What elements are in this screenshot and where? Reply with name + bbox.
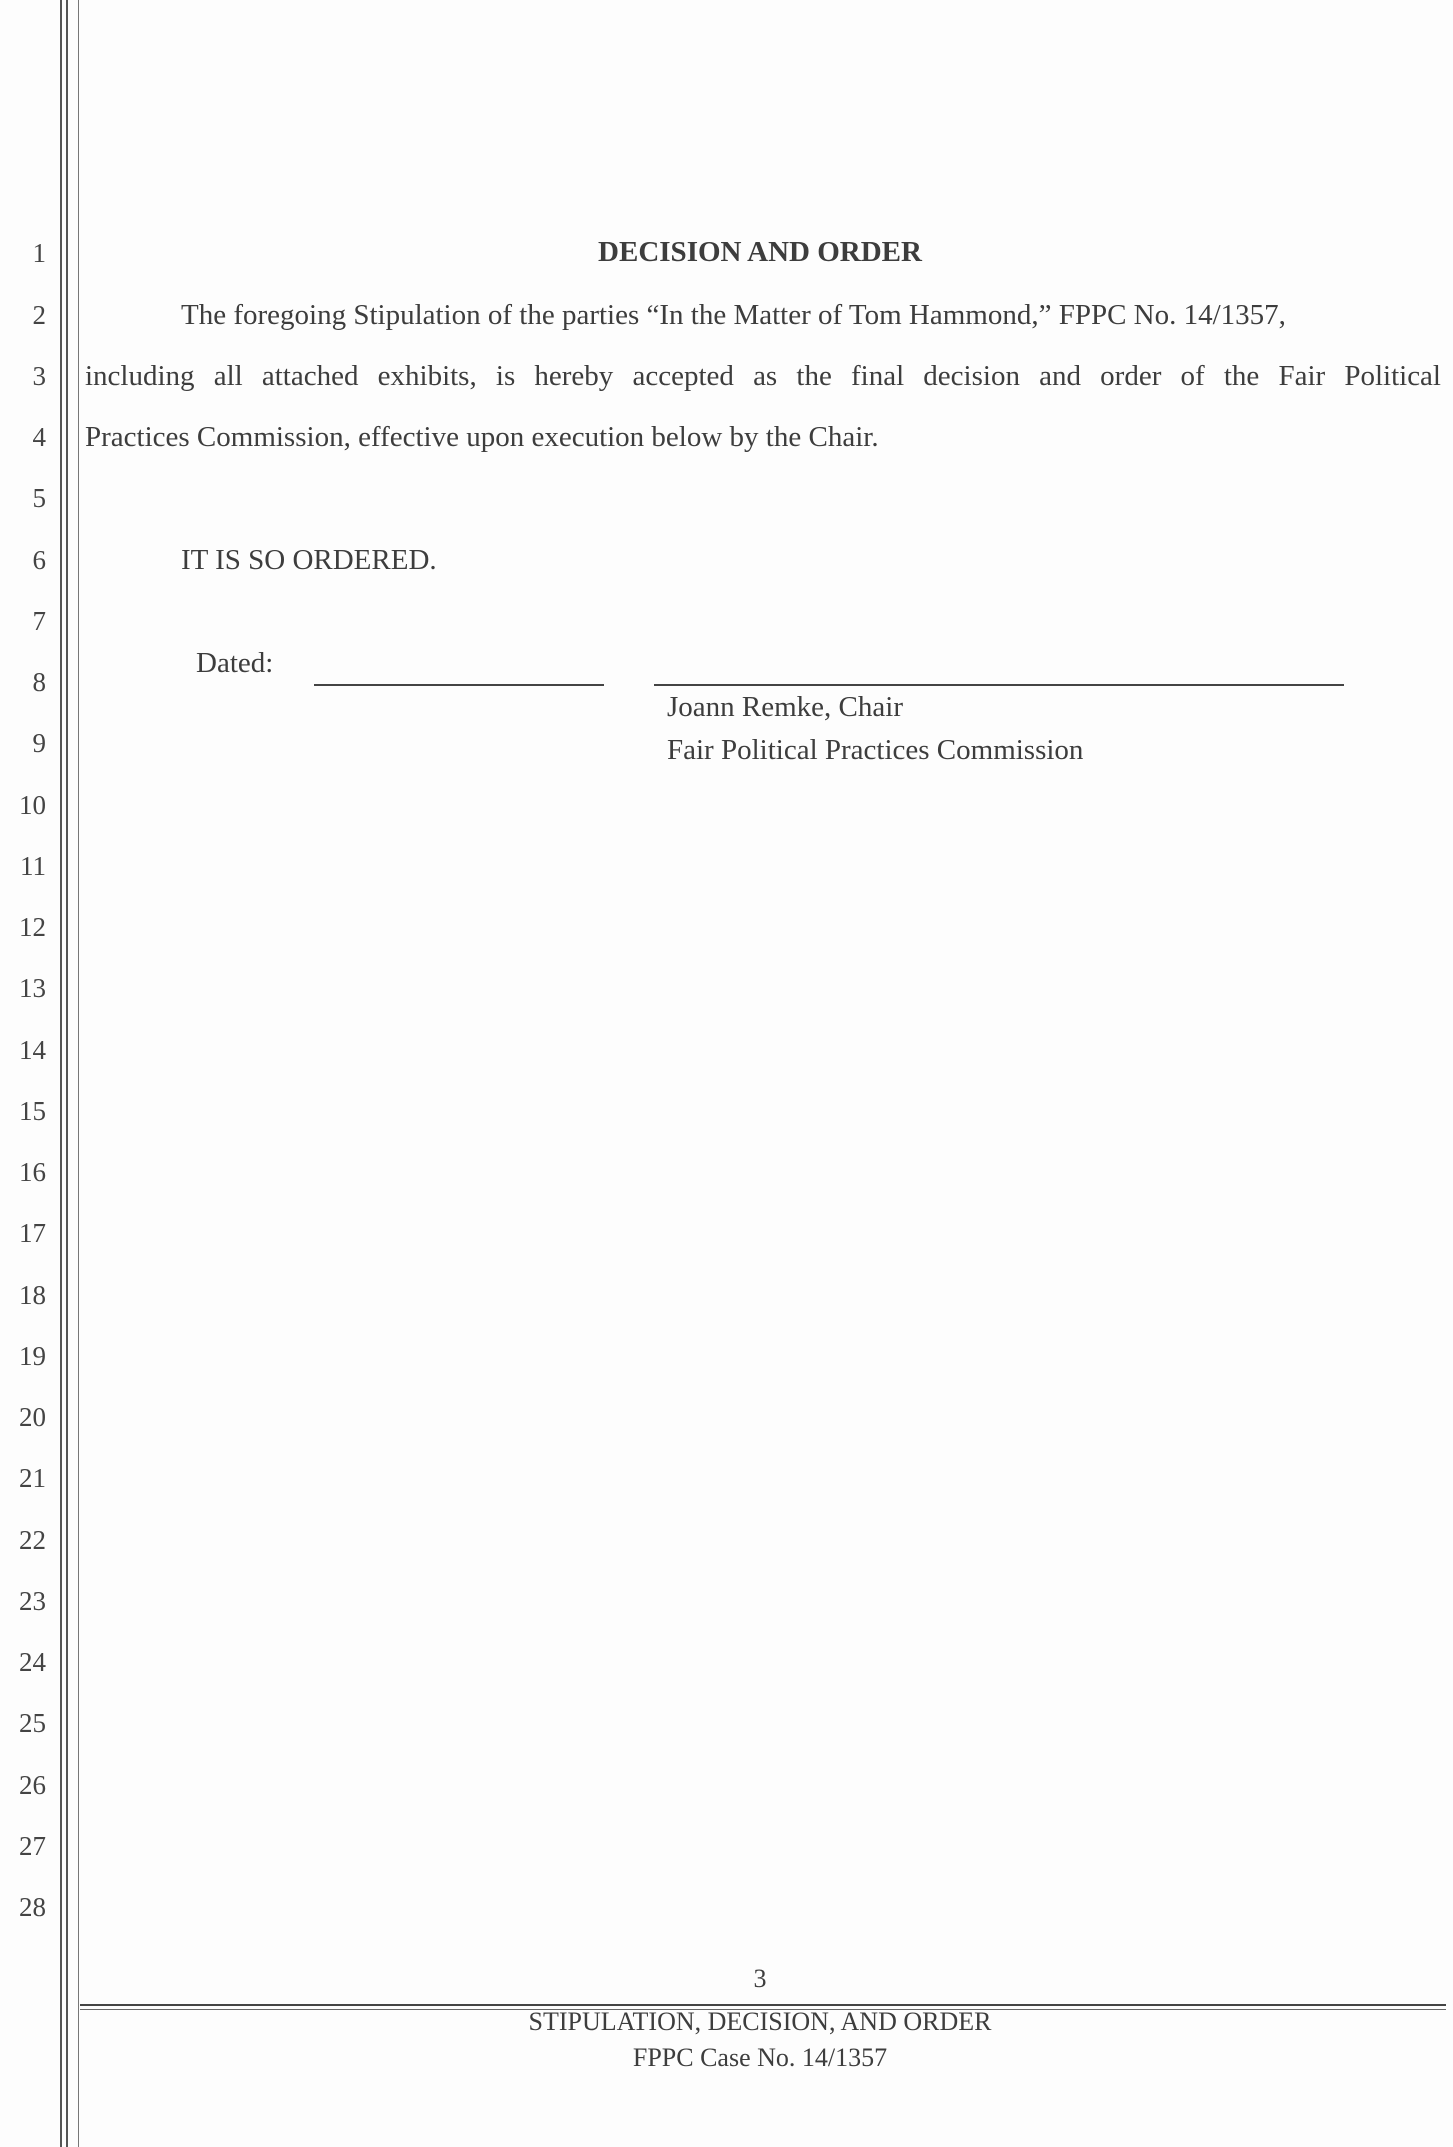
dated-label: Dated: bbox=[196, 647, 274, 679]
line-number: 7 bbox=[32, 606, 46, 636]
footer-case-number: FPPC Case No. 14/1357 bbox=[632, 2043, 888, 2072]
line-number: 15 bbox=[19, 1096, 46, 1126]
line-number: 3 bbox=[32, 361, 46, 391]
line-number: 20 bbox=[19, 1402, 46, 1432]
date-signature-line bbox=[314, 684, 604, 686]
chair-signature-line bbox=[654, 684, 1344, 686]
line-number: 28 bbox=[19, 1892, 46, 1922]
paragraph-line: including all attached exhibits, is hereby accepted as the final decision and order of the Fair Political bbox=[85, 360, 1441, 392]
page-number: 3 bbox=[753, 1964, 767, 1993]
line-number: 26 bbox=[19, 1770, 46, 1800]
line-number: 17 bbox=[19, 1218, 46, 1248]
signatory-organization: Fair Political Practices Commission bbox=[667, 734, 1084, 766]
line-number: 13 bbox=[19, 973, 46, 1003]
line-number: 22 bbox=[19, 1525, 46, 1555]
line-number: 25 bbox=[19, 1708, 46, 1738]
line-number: 14 bbox=[19, 1035, 46, 1065]
line-number: 2 bbox=[32, 300, 46, 330]
document-title: DECISION AND ORDER bbox=[598, 236, 922, 268]
line-number: 1 bbox=[32, 238, 46, 268]
line-number: 8 bbox=[32, 667, 46, 697]
line-number: 21 bbox=[19, 1463, 46, 1493]
footer-document-title: STIPULATION, DECISION, AND ORDER bbox=[528, 2007, 992, 2036]
line-number: 10 bbox=[19, 790, 46, 820]
line-number: 24 bbox=[19, 1647, 46, 1677]
line-number: 23 bbox=[19, 1586, 46, 1616]
text-margin-rule bbox=[78, 0, 79, 2147]
line-number: 5 bbox=[32, 483, 46, 513]
paragraph-line: The foregoing Stipulation of the parties “In the Matter of Tom Hammond,” FPPC No. 14/1357, bbox=[181, 299, 1286, 331]
line-number: 11 bbox=[20, 851, 46, 881]
line-number: 12 bbox=[19, 912, 46, 942]
left-margin-rule bbox=[60, 0, 62, 2147]
line-number: 6 bbox=[32, 545, 46, 575]
signatory-name: Joann Remke, Chair bbox=[667, 691, 903, 723]
order-statement: IT IS SO ORDERED. bbox=[181, 544, 437, 576]
line-number: 19 bbox=[19, 1341, 46, 1371]
line-number: 4 bbox=[32, 422, 46, 452]
left-margin-rule-inner bbox=[66, 0, 68, 2147]
line-number: 27 bbox=[19, 1831, 46, 1861]
line-number: 16 bbox=[19, 1157, 46, 1187]
line-number: 9 bbox=[32, 728, 46, 758]
line-number: 18 bbox=[19, 1280, 46, 1310]
footer-rule bbox=[80, 2004, 1446, 2006]
paragraph-line: Practices Commission, effective upon execution below by the Chair. bbox=[85, 421, 879, 453]
line-number-column bbox=[0, 0, 56, 2000]
